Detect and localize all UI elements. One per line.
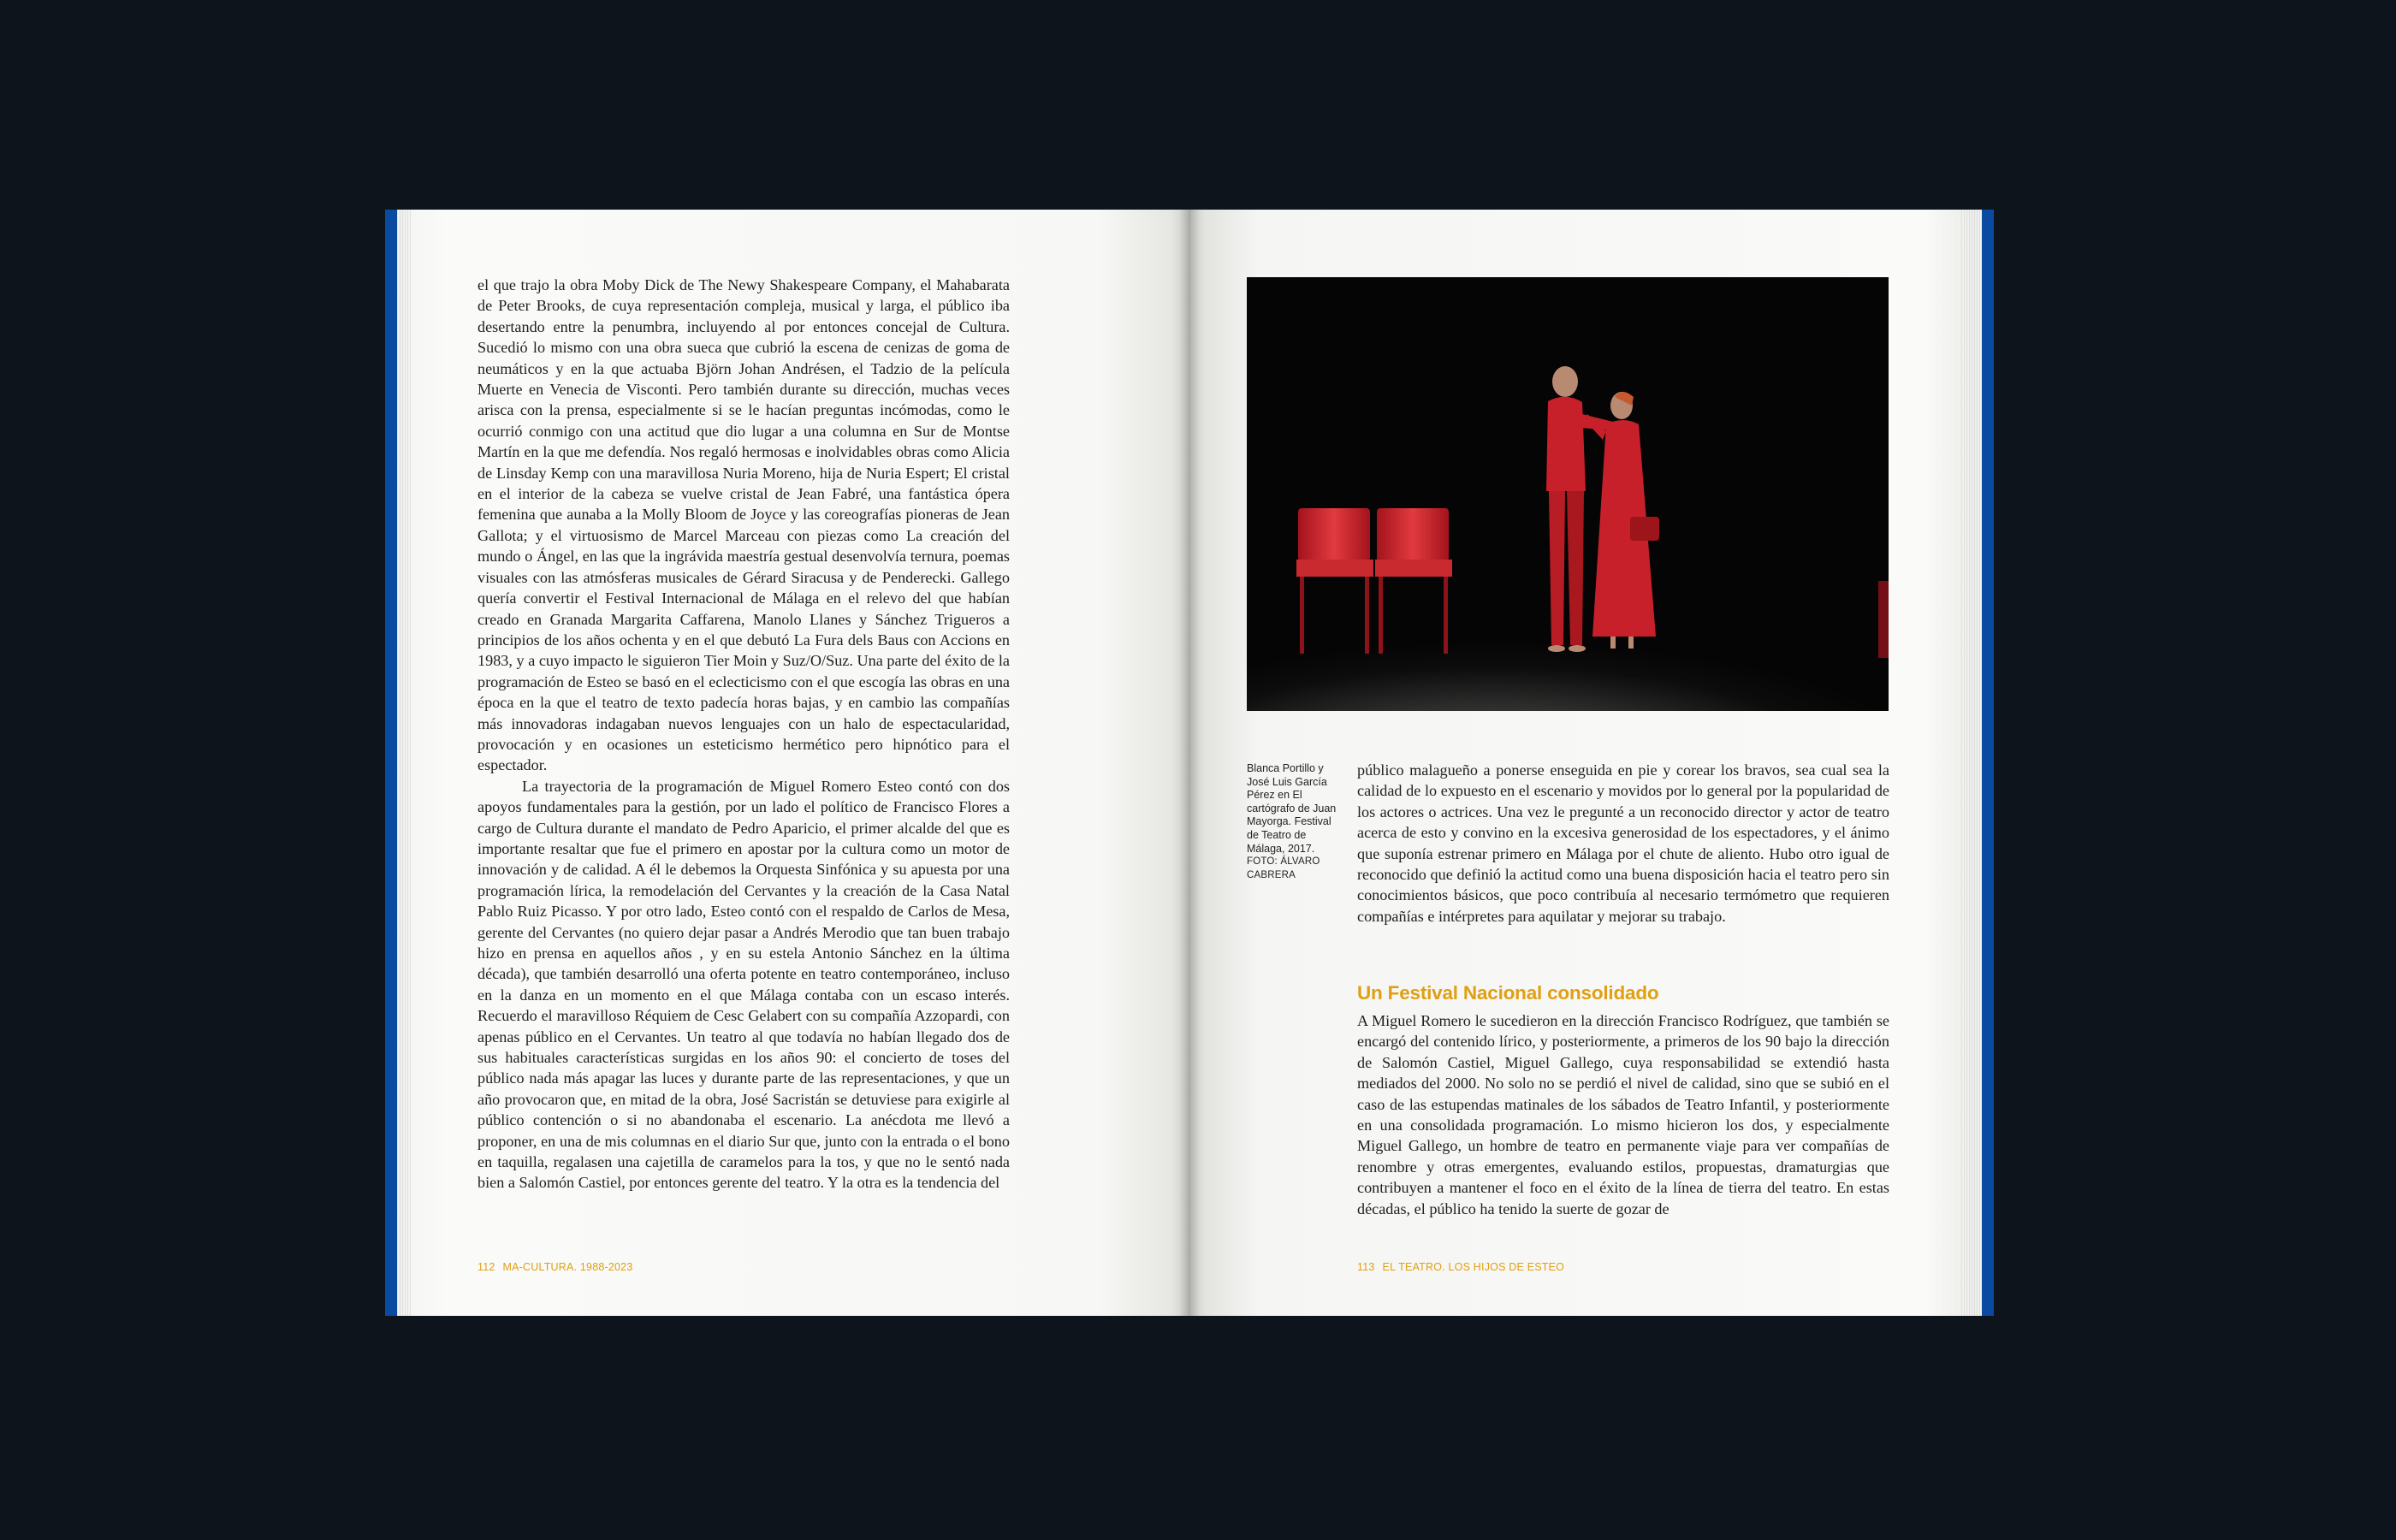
page-number: 113	[1357, 1261, 1375, 1273]
running-head: EL TEATRO. LOS HIJOS DE ESTEO	[1382, 1261, 1565, 1273]
photo-credit: FOTO: ÁLVARO CABRERA	[1247, 856, 1320, 880]
body-paragraph: La trayectoria de la programación de Miguel Romero Esteo contó con dos apoyos fundamentales para la gestión, por un lado el político de Francisco Flores a cargo de Cultura durante el mandato de Pedro Aparicio, el primer alcalde del que es importante resaltar que fue el primero en apostar por la cultura como un motor de innovación y de calidad. A él le debemos la Orquesta Sinfónica y su apuesta por una programación lírica, la remodelación del Cervantes y la creación de la Casa Natal Pablo Ruiz Picasso. Y por otro lado, Esteo contó con el respaldo de Carlos de Mesa, gerente del Cervantes (no quiero dejar pasar a Andrés Merodio que tan buen trabajo hizo en prensa en aquellos años , y en su estela Antonio Sánchez en la última década), que también desarrolló una oferta potente en teatro contemporáneo, incluso en la danza en un momento en el que Málaga contaba con un escaso interés. Recuerdo el maravilloso Réquiem de Cesc Gelabert con su compañía Azzopardi, con apenas público en el Cervantes. Un teatro al que todavía no habían llegado dos de sus habituales características surgidas en los años 90: el concierto de toses del público nada más apagar las luces y durante parte de las representaciones, y que un año provocaron que, en mitad de la obra, José Sacristán se detuviese para exigirle al público contención o si no abandonaba el escenario. La anécdota me llevó a proponer, en una de mis columnas en el diario Sur que, junto con la entrada o el bono en taquilla, regalasen una cajetilla de caramelos para la tos, y que no le sentó nada bien a Salomón Castiel, por entonces gerente del teatro. Y la otra es la tendencia del	[477, 777, 1010, 1192]
running-head: MA-CULTURA. 1988-2023	[502, 1261, 633, 1273]
page-edges-right	[1961, 210, 1982, 1316]
photo-caption	[1247, 762, 1341, 882]
caption-text: Blanca Portillo y José Luis García Pérez en El cartógrafo de Juan Mayorga. Festival de Teatro de Málaga, 2017.	[1247, 762, 1337, 855]
right-page-body-bottom	[1357, 1010, 1889, 1219]
folio-right	[1357, 1261, 1564, 1273]
right-page-body-top	[1357, 760, 1889, 927]
section-heading: Un Festival Nacional consolidado	[1357, 982, 1659, 1004]
stage-photo-illustration	[1247, 277, 1889, 711]
body-paragraph: público malagueño a ponerse enseguida en pie y corear los bravos, sea cual sea la calidad de lo expuesto en el escenario y movidos por lo general por la popularidad de los actores o actrices. Una vez le pregunté a un reconocido director y actor de teatro acerca de esto y convino en la excesiva generosidad de los espectadores, y el ánimo que suponía estrenar primero en Málaga por el chute de aliento. Hubo otro igual de reconocido que definió la actitud como una buena disposición hacia el teatro pero sin conocimientos básicos, que poco contribuía al necesario termómetro que requieren compañías e intérpretes para aquilatar y mejorar su trabajo.	[1357, 761, 1889, 925]
body-paragraph: el que trajo la obra Moby Dick de The Newy Shakespeare Company, el Mahabarata de Peter Brooks, de cuya representación compleja, musical y larga, el público iba desertando entre la penumbra, incluyendo al por entonces concejal de Cultura. Sucedió lo mismo con una obra sueca que cubrió la escena de cenizas de goma de neumáticos y en la que actuaba Björn Johan Andrésen, el Tadzio de la película Muerte en Venecia de Visconti. Pero también durante su dirección, muchas veces arisca con la prensa, especialmente si se le hacían preguntas incómodas, como le ocurrió conmigo con una actitud que dio lugar a una columna en Sur de Montse Martín en la que me defendía. Nos regaló hermosas e inolvidables obras como Alicia de Linsday Kemp con una maravillosa Nuria Moreno, hija de Nuria Espert; El cristal en el interior de la cabeza se vuelve cristal de Jean Fabré, una fantástica ópera femenina que aunaba a la Molly Bloom de Joyce y las coreografías pioneras de Jean Gallota; y el virtuosismo de Marcel Marceau con piezas como La creación del mundo o Ángel, en las que la ingrávida maestría gestual desenvolvía ternura, poemas visuales con las atmósferas musicales de Gérard Siracusa y de Penderecki. Gallego quería convertir el Festival Internacional de Málaga en el relevo del que habían creado en Granada Margarita Caffarena, Manolo Llanes y Sánchez Trigueros a principios de los años ochenta y en el que debutó La Fura dels Baus con Accions en 1983, y a cuyo impacto le siguieron Tier Moin y Suz/O/Suz. Una parte del éxito de la programación de Esteo se basó en el eclecticismo con el que escogía las obras en una época en la que el teatro de texto padecía horas bajas, y en cambio las compañías más innovadoras indagaban nuevos lenguajes con un halo de espectacularidad, provocación y en ocasiones un esteticismo hermético pero hipnótico para el espectador.	[477, 276, 1010, 774]
cover-right-edge	[1982, 210, 1994, 1316]
page-number: 112	[477, 1261, 495, 1273]
folio-left	[477, 1261, 632, 1273]
gutter-shadow	[1179, 210, 1200, 1316]
stage-photo	[1247, 277, 1889, 711]
left-page-body	[477, 275, 1010, 1194]
body-paragraph: A Miguel Romero le sucedieron en la dirección Francisco Rodríguez, que también se encargó del contenido lírico, y posteriormente, a primeros de los 90 bajo la dirección de Salomón Castiel, Miguel Gallego, cuya responsabilidad se extendió hasta mediados del 2000. No solo no se perdió el nivel de calidad, sino que se subió en el caso de las estupendas matinales de los sábados de Teatro Infantil, y posteriormente en una consolidada programación. Lo mismo hicieron los dos, y especialmente Miguel Gallego, un hombre de teatro en permanente viaje para ver compañías de renombre y otras emergentes, evaluando estilos, propuestas, dramaturgias que contribuyen a mantener el foco en el éxito de la línea de tierra del teatro. En estas décadas, el público ha tenido la suerte de gozar de	[1357, 1012, 1889, 1217]
cover-left-edge	[385, 210, 397, 1316]
page-edges-left	[397, 210, 411, 1316]
